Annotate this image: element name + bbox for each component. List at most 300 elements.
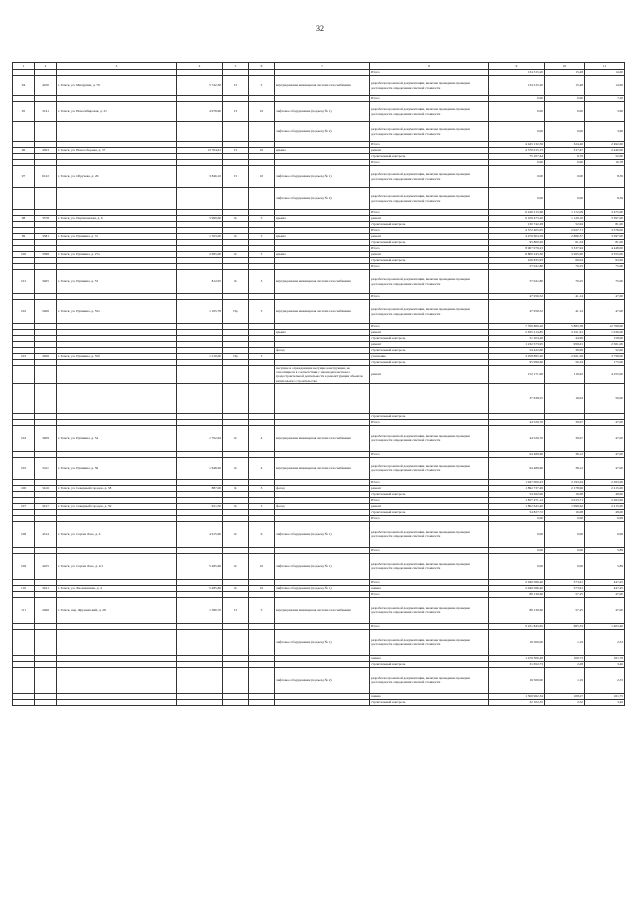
cost-cell: 0,00 <box>489 96 545 102</box>
unit-cost-cell: 1,19 <box>545 667 585 693</box>
limit-cost-cell: 5,89 <box>585 547 625 553</box>
floors-cell <box>249 383 275 413</box>
house-id-cell: 4105 <box>35 553 57 579</box>
cost-cell: 64 489,66 <box>489 457 545 479</box>
floors-cell: 3 <box>249 270 275 294</box>
cost-cell: 31 652,73 <box>489 661 545 667</box>
address-cell: г. Томск, ул. Пушкина, д. 54 <box>57 425 177 451</box>
floors-cell: 3 <box>249 300 275 324</box>
limit-cost-cell: 447,45 <box>585 579 625 585</box>
column-header: 6 <box>249 63 275 70</box>
work-type-cell: утепление <box>370 354 489 360</box>
work-type-cell: ремонт <box>370 503 489 509</box>
cost-cell: 6 240 215,68 <box>489 210 545 216</box>
type-cell: К <box>223 252 249 258</box>
work-type-cell: разработка проектной документации, включая проведение проверки достоверности определения сметной стоимости <box>370 425 489 451</box>
row-number-cell: 106 <box>13 485 35 491</box>
address-cell: г. Томск, ул. Пушкина, д. 53 <box>57 270 177 294</box>
limit-cost-cell: 75,00 <box>585 264 625 270</box>
area-cell <box>177 188 223 210</box>
limit-cost-cell: 1 036,00 <box>585 330 625 336</box>
cost-cell: 44 529,76 <box>489 419 545 425</box>
floors-cell: 10 <box>249 553 275 579</box>
address-cell <box>57 188 177 210</box>
area-cell: 3 846,10 <box>177 166 223 188</box>
unit-cost-cell: 2 927,71 <box>545 228 585 234</box>
column-number-row <box>13 63 625 70</box>
house-id-cell <box>35 122 57 142</box>
address-cell: г. Томск, ул. Партизанская, д. 6 <box>57 216 177 222</box>
type-cell: П <box>223 166 249 188</box>
limit-cost-cell: 8,39 <box>585 188 625 210</box>
limit-cost-cell: 3,46 <box>585 661 625 667</box>
limit-cost-cell: 48,00 <box>585 509 625 515</box>
column-header: 10 <box>545 63 585 70</box>
type-cell <box>223 667 249 693</box>
unit-cost-cell: 38,12 <box>545 451 585 457</box>
unit-cost-cell: 57,25 <box>545 591 585 597</box>
work-type-cell: разработка проектной документации, включая проведение проверки достоверности определения сметной стоимости <box>370 188 489 210</box>
type-cell: К <box>223 457 249 479</box>
cost-cell: 7 706 806,20 <box>489 324 545 330</box>
limit-cost-cell: 4 355,00 <box>585 252 625 258</box>
unit-cost-cell: 0,00 <box>545 166 585 188</box>
element-cell: лифтовое оборудование (подъезд № 1) <box>275 553 370 579</box>
work-type-cell: Итого <box>370 591 489 597</box>
work-type-cell: Итого <box>370 497 489 503</box>
unit-cost-cell: 3 337,94 <box>545 246 585 252</box>
element-cell: внутридомовая инженерная система газоснабжения <box>275 270 370 294</box>
limit-cost-cell: 14,00 <box>585 76 625 96</box>
limit-cost-cell: 2,33 <box>585 667 625 693</box>
table-row <box>13 270 625 294</box>
row-number-cell <box>13 699 35 705</box>
work-type-cell: строительный контроль <box>370 360 489 366</box>
area-cell: 887,00 <box>177 485 223 491</box>
unit-cost-cell: 373,61 <box>545 579 585 585</box>
limit-cost-cell: 4 448,00 <box>585 246 625 252</box>
table-row <box>13 383 625 413</box>
house-id-cell <box>35 188 57 210</box>
work-type-cell: строительный контроль <box>370 222 489 228</box>
house-id-cell: 3378 <box>35 216 57 222</box>
type-cell <box>223 383 249 413</box>
limit-cost-cell: 6,99 <box>585 521 625 547</box>
cost-cell: 1 892 737,49 <box>489 485 545 491</box>
repair-register-table <box>12 62 625 706</box>
type-cell: П <box>223 76 249 96</box>
work-type-cell <box>370 383 489 413</box>
table-row <box>13 76 625 96</box>
unit-cost-cell: 5 883,38 <box>545 324 585 330</box>
cost-cell: 106 835,93 <box>489 258 545 264</box>
floors-cell: 5 <box>249 76 275 96</box>
work-type-cell: разработка проектной документации, включая проведение проверки достоверности определения сметной стоимости <box>370 457 489 479</box>
limit-cost-cell: 47,00 <box>585 300 625 324</box>
row-number-cell: 110 <box>13 585 35 591</box>
type-cell: Пр <box>223 300 249 324</box>
cost-cell: 47 956,52 <box>489 294 545 300</box>
floors-cell: 10 <box>249 148 275 154</box>
address-cell: г. Томск, ул. Новосибирская, д. 31 <box>57 102 177 122</box>
table-row <box>13 457 625 479</box>
unit-cost-cell: 41,14 <box>545 300 585 324</box>
row-number-cell: 103 <box>13 354 35 360</box>
unit-cost-cell: 0,00 <box>545 515 585 521</box>
area-cell <box>177 122 223 142</box>
work-type-cell: разработка проектной документации, включая проведение проверки достоверности определения сметной стоимости <box>370 629 489 655</box>
element-cell: крыша <box>275 148 370 154</box>
work-type-cell: разработка проектной документации, включая проведение проверки достоверности определения сметной стоимости <box>370 76 489 96</box>
limit-cost-cell: 7,20 <box>585 96 625 102</box>
row-number-cell: 99 <box>13 234 35 240</box>
limit-cost-cell: 158,00 <box>585 336 625 342</box>
work-type-cell: Итого <box>370 264 489 270</box>
area-cell: 921,50 <box>177 503 223 509</box>
limit-cost-cell: 81,00 <box>585 240 625 246</box>
table-row <box>13 597 625 623</box>
element-cell: лифтовое оборудование (подъезд № 2) <box>275 667 370 693</box>
unit-cost-cell: 15,48 <box>545 70 585 76</box>
cost-cell: 130 742,28 <box>489 222 545 228</box>
floors-cell <box>249 629 275 655</box>
work-type-cell: Итого <box>370 96 489 102</box>
element-cell: фасад <box>275 503 370 509</box>
cost-cell: 57 041,80 <box>489 264 545 270</box>
address-cell: г. Томск, ул. Северный городок, д. 59 <box>57 503 177 509</box>
address-cell: г. Томск, ул. Сергея Лазо, д. 4/1 <box>57 553 177 579</box>
house-id-cell: 3381 <box>35 234 57 240</box>
cost-cell: 0,00 <box>489 166 545 188</box>
element-cell: лифтовое оборудование (подъезд № 1) <box>275 585 370 591</box>
row-number-cell <box>13 366 35 384</box>
house-id-cell: 3416 <box>35 485 57 491</box>
house-id-cell: 6122 <box>35 166 57 188</box>
work-type-cell: ремонт <box>370 366 489 384</box>
element-cell: лифтовое оборудование (подъезд № 2) <box>275 122 370 142</box>
cost-cell: 3 458 895,20 <box>489 354 545 360</box>
limit-cost-cell: 47,00 <box>585 451 625 457</box>
limit-cost-cell: 1 403,46 <box>585 623 625 629</box>
house-id-cell <box>35 667 57 693</box>
unit-cost-cell: 956,01 <box>545 342 585 348</box>
area-cell <box>177 699 223 705</box>
element-cell: лифтовое оборудование (подъезд № 2) <box>275 188 370 210</box>
house-id-cell: 2466 <box>35 597 57 623</box>
cost-cell: 8 907 079,23 <box>489 246 545 252</box>
house-id-cell: 3141 <box>35 102 57 122</box>
column-header: 3 <box>57 63 177 70</box>
element-cell: крыша <box>275 234 370 240</box>
row-number-cell <box>13 122 35 142</box>
unit-cost-cell: 0,00 <box>545 188 585 210</box>
row-number-cell: 94 <box>13 76 35 96</box>
cost-cell: 134 315,20 <box>489 70 545 76</box>
cost-cell: 54 827,72 <box>489 509 545 515</box>
address-cell <box>57 366 177 384</box>
unit-cost-cell: 16,08 <box>545 491 585 497</box>
house-id-cell: 3411 <box>35 457 57 479</box>
unit-cost-cell: 16,08 <box>545 509 585 515</box>
area-cell: 1 702,64 <box>177 425 223 451</box>
floors-cell: 10 <box>249 585 275 591</box>
row-number-cell: 104 <box>13 425 35 451</box>
house-id-cell: 5406 <box>35 300 57 324</box>
unit-cost-cell: 2 013,71 <box>545 497 585 503</box>
type-cell: К <box>223 521 249 547</box>
row-number-cell: 98 <box>13 216 35 222</box>
cost-cell: 16 500,00 <box>489 629 545 655</box>
work-type-cell: ремонт <box>370 342 489 348</box>
limit-cost-cell: 3 475,00 <box>585 210 625 216</box>
limit-cost-cell: 47,00 <box>585 597 625 623</box>
row-number-cell: 102 <box>13 300 35 324</box>
work-type-cell: Итого <box>370 246 489 252</box>
cost-cell: 4 572 405,05 <box>489 228 545 234</box>
address-cell: г. Томск, ул. Северный городок, д. 58 <box>57 485 177 491</box>
type-cell <box>223 629 249 655</box>
work-type-cell: Итого <box>370 547 489 553</box>
house-id-cell: 4314 <box>35 521 57 547</box>
unit-cost-cell: 6,79 <box>545 154 585 160</box>
work-type-cell: Итого <box>370 70 489 76</box>
house-id-cell: 3405 <box>35 270 57 294</box>
unit-cost-cell: 2 866,37 <box>545 234 585 240</box>
cost-cell: 95 800,26 <box>489 240 545 246</box>
element-cell: лифтовое оборудование (подъезд № 1) <box>275 521 370 547</box>
limit-cost-cell: 93,00 <box>585 258 625 264</box>
house-id-cell: 3421 <box>35 585 57 591</box>
cost-cell: 86 130,60 <box>489 591 545 597</box>
unit-cost-cell: 70,25 <box>545 264 585 270</box>
row-number-cell: 108 <box>13 521 35 547</box>
work-type-cell: ремонт <box>370 234 489 240</box>
type-cell: К <box>223 270 249 294</box>
limit-cost-cell: 2 492,00 <box>585 142 625 148</box>
work-type-cell: строительный контроль <box>370 258 489 264</box>
floors-cell: 3 <box>249 503 275 509</box>
unit-cost-cell: 38,12 <box>545 457 585 479</box>
row-number-cell: 101 <box>13 270 35 294</box>
element-cell: крыша <box>275 252 370 258</box>
limit-cost-cell: 6,99 <box>585 515 625 521</box>
type-cell: Пр <box>223 354 249 360</box>
cost-cell: 0,00 <box>489 102 545 122</box>
cost-cell: 2 635 214,85 <box>489 330 545 336</box>
table-row <box>13 366 625 384</box>
floors-cell <box>249 667 275 693</box>
cost-cell: 134 315,20 <box>489 76 545 96</box>
type-cell: К <box>223 425 249 451</box>
column-header: 9 <box>489 63 545 70</box>
area-cell: 5 969,60 <box>177 216 223 222</box>
work-type-cell: ремонт <box>370 330 489 336</box>
unit-cost-cell: 69,04 <box>545 258 585 264</box>
work-type-cell: строительный контроль <box>370 336 489 342</box>
limit-cost-cell: 48,00 <box>585 491 625 497</box>
limit-cost-cell: 52,00 <box>585 154 625 160</box>
cost-cell: 0,00 <box>489 515 545 521</box>
cost-cell: 6 109 473,20 <box>489 216 545 222</box>
floors-cell: 5 <box>249 597 275 623</box>
cost-cell: 47 956,52 <box>489 300 545 324</box>
unit-cost-cell: 18,04 <box>545 383 585 413</box>
house-id-cell <box>35 629 57 655</box>
unit-cost-cell: 324,26 <box>545 142 585 148</box>
limit-cost-cell: 81,00 <box>585 222 625 228</box>
area-cell: 5 485,60 <box>177 553 223 579</box>
area-cell: 4 615,90 <box>177 521 223 547</box>
table-body <box>13 70 625 706</box>
element-cell: крыша <box>275 216 370 222</box>
type-cell: К <box>223 553 249 579</box>
table-row <box>13 667 625 693</box>
area-cell: 1 310,00 <box>177 354 223 360</box>
area-cell <box>177 667 223 693</box>
work-type-cell: строительный контроль <box>370 154 489 160</box>
work-type-cell: разработка проектной документации, включая проведение проверки достоверности определения сметной стоимости <box>370 300 489 324</box>
area-cell: 812,05 <box>177 270 223 294</box>
cost-cell: 37 638,25 <box>489 383 545 413</box>
work-type-cell: строительный контроль <box>370 491 489 497</box>
house-id-cell <box>35 366 57 384</box>
work-type-cell: Итого <box>370 142 489 148</box>
work-type-cell: ремонт <box>370 216 489 222</box>
unit-cost-cell: 15,48 <box>545 76 585 96</box>
unit-cost-cell: 0,00 <box>545 547 585 553</box>
cost-cell: 4 476 604,59 <box>489 234 545 240</box>
house-id-cell <box>35 699 57 705</box>
work-type-cell: ремонт <box>370 252 489 258</box>
address-cell <box>57 667 177 693</box>
work-type-cell: разработка проектной документации, включая проведение проверки достоверности определения сметной стоимости <box>370 597 489 623</box>
unit-cost-cell: 116,92 <box>545 366 585 384</box>
element-cell: лифтовое оборудование (подъезд № 1) <box>275 166 370 188</box>
type-cell <box>223 699 249 705</box>
type-cell: К <box>223 216 249 222</box>
work-type-cell: разработка проектной документации, включая проведение проверки достоверности определения сметной стоимости <box>370 667 489 693</box>
element-cell: лифтовое оборудование (подъезд № 1) <box>275 629 370 655</box>
column-header: 1 <box>13 63 35 70</box>
type-cell: П <box>223 102 249 122</box>
unit-cost-cell: 0,00 <box>545 96 585 102</box>
work-type-cell: разработка проектной документации, включая проведение проверки достоверности определения сметной стоимости <box>370 270 489 294</box>
address-cell: г. Томск, ул. Пушкина, д. 56 <box>57 457 177 479</box>
column-header: 8 <box>370 63 489 70</box>
cost-cell: 1 479 300,48 <box>489 655 545 661</box>
type-cell: К <box>223 585 249 591</box>
cost-cell: 54 422,60 <box>489 348 545 354</box>
unit-cost-cell: 39,07 <box>545 425 585 451</box>
unit-cost-cell: 2,28 <box>545 661 585 667</box>
table-row <box>13 188 625 210</box>
limit-cost-cell: 3 297,00 <box>585 234 625 240</box>
type-cell: П <box>223 148 249 154</box>
cost-cell: 152 171,96 <box>489 366 545 384</box>
unit-cost-cell: 2 011,61 <box>545 330 585 336</box>
limit-cost-cell: 2 561,00 <box>585 342 625 348</box>
floors-cell <box>249 122 275 142</box>
cost-cell: 1 947 000,43 <box>489 479 545 485</box>
element-cell: внутридомовая инженерная система газоснабжения <box>275 597 370 623</box>
address-cell: г. Томск, ул. Пушкина, д. 55б <box>57 354 177 360</box>
floors-cell <box>249 188 275 210</box>
cost-cell: 51 204,26 <box>489 336 545 342</box>
unit-cost-cell: 2 178,96 <box>545 485 585 491</box>
table-row <box>13 122 625 142</box>
cost-cell: 0,00 <box>489 521 545 547</box>
unit-cost-cell: 2 621,29 <box>545 354 585 360</box>
work-type-cell: разработка проектной документации, включая проведение проверки достоверности определения сметной стоимости <box>370 521 489 547</box>
element-cell <box>275 383 370 413</box>
address-cell: г. Томск, ул. Пушкина, д. 27а <box>57 252 177 258</box>
column-header: 5 <box>223 63 249 70</box>
limit-cost-cell: 2,33 <box>585 629 625 655</box>
work-type-cell: строительный контроль <box>370 348 489 354</box>
element-cell: внутридомовая инженерная система газоснабжения <box>275 425 370 451</box>
limit-cost-cell: 75,00 <box>585 270 625 294</box>
limit-cost-cell: 47,00 <box>585 457 625 479</box>
cost-cell: 0,00 <box>489 122 545 142</box>
address-cell: г. Томск, ул. Сергея Лазо, д. 4 <box>57 521 177 547</box>
cost-cell: 4 370 015,15 <box>489 148 545 154</box>
address-cell <box>57 122 177 142</box>
unit-cost-cell: 52,94 <box>545 222 585 228</box>
unit-cost-cell: 2 193,64 <box>545 479 585 485</box>
area-cell: 4 978,60 <box>177 102 223 122</box>
address-cell: г. Томск, ул. Пушкина, д. 7а <box>57 234 177 240</box>
cost-cell: 64 489,66 <box>489 451 545 457</box>
page-number: 32 <box>316 24 324 33</box>
table-row <box>13 699 625 705</box>
row-number-cell: 100 <box>13 252 35 258</box>
cost-cell: 0,00 <box>489 188 545 210</box>
work-type-cell: замена <box>370 693 489 699</box>
limit-cost-cell: 2 215,00 <box>585 485 625 491</box>
floors-cell <box>249 699 275 705</box>
limit-cost-cell: 47,00 <box>585 419 625 425</box>
unit-cost-cell: 70,25 <box>545 270 585 294</box>
address-cell <box>57 629 177 655</box>
cost-cell: 4 445 132,59 <box>489 142 545 148</box>
element-cell: внутридомовая инженерная система газоснабжения <box>275 76 370 96</box>
unit-cost-cell: 0,00 <box>545 102 585 122</box>
limit-cost-cell: 175,00 <box>585 360 625 366</box>
limit-cost-cell: 3,46 <box>585 699 625 705</box>
unit-cost-cell: 1 172,09 <box>545 210 585 216</box>
limit-cost-cell: 47,00 <box>585 294 625 300</box>
floors-cell: 5 <box>249 252 275 258</box>
house-id-cell: 4303 <box>35 148 57 154</box>
area-cell <box>177 629 223 655</box>
column-header: 11 <box>585 63 625 70</box>
floors-cell: 10 <box>249 102 275 122</box>
limit-cost-cell: 8,39 <box>585 166 625 188</box>
table-row <box>13 553 625 579</box>
limit-cost-cell: 47,00 <box>585 425 625 451</box>
row-number-cell <box>13 188 35 210</box>
column-header: 4 <box>177 63 223 70</box>
element-cell: внутридомовая инженерная система газоснабжения <box>275 457 370 479</box>
work-type-cell: Итого <box>370 451 489 457</box>
unit-cost-cell: 57,25 <box>545 597 585 623</box>
type-cell <box>223 122 249 142</box>
area-cell: 1 580,70 <box>177 597 223 623</box>
work-type-cell: разработка проектной документации, включая проведение проверки достоверности определения сметной стоимости <box>370 166 489 188</box>
area-cell <box>177 383 223 413</box>
cost-cell: 8 800 243,30 <box>489 252 545 258</box>
table-row <box>13 102 625 122</box>
